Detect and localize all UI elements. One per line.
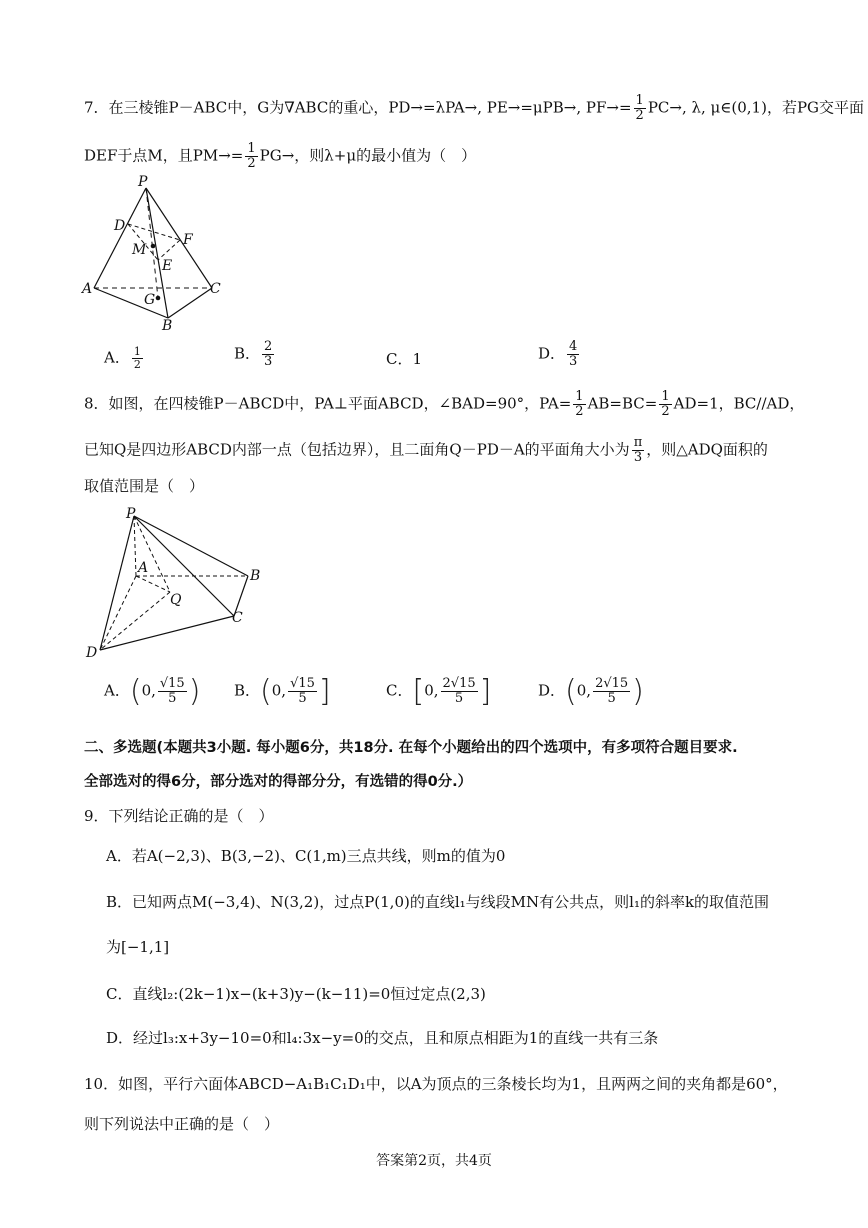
label-C: C bbox=[232, 610, 243, 626]
q7-option-a[interactable]: A． $\frac{1}{2}$ bbox=[104, 345, 141, 371]
q9-option-c[interactable]: C．直线l₂:(2k−1)x−(k+3)y−(k−11)=0恒过定点(2,3) bbox=[106, 985, 486, 1003]
q8-stem-line1: 8．如图，在四棱锥P－ABCD中，PA⊥平面ABCD，∠BAD=90°，PA= $\frac{1}{2}$ AB=BC= $\frac{1}{2}$ AD=1，BC//AD， bbox=[84, 389, 805, 419]
page-footer: 答案第2页，共4页 bbox=[376, 1153, 492, 1169]
label-M: M bbox=[132, 242, 147, 258]
q10-stem-line1: 10．如图，平行六面体ABCD−A₁B₁C₁D₁中，以A为顶点的三条棱长均为1，且两两之间的夹角都是60°， bbox=[84, 1075, 788, 1093]
label-C: C bbox=[210, 281, 221, 297]
label-G: G bbox=[144, 292, 156, 308]
q8-option-d[interactable]: D．(0, $\frac{2√15}{5}$ ) bbox=[538, 674, 644, 709]
label-A: A bbox=[82, 281, 93, 297]
q8-option-c[interactable]: C．[0, $\frac{2√15}{5}$ ] bbox=[386, 674, 492, 709]
fraction-half: $\frac{1}{2}$ bbox=[247, 141, 256, 171]
label-P: P bbox=[138, 174, 148, 190]
q9-stem: 9．下列结论正确的是（ ） bbox=[84, 807, 274, 825]
q7-option-c[interactable]: C．1 bbox=[386, 350, 423, 368]
q8-pyramid-figure bbox=[80, 504, 270, 664]
q7-option-b[interactable]: B． $\frac{2}{3}$ bbox=[234, 339, 273, 369]
label-D: D bbox=[114, 218, 126, 234]
q8-stem-line2: 已知Q是四边形ABCD内部一点（包括边界），且二面角Q－PD－A的平面角大小为 $\frac{\pi}{3}$ ，则△ADQ面积的 bbox=[84, 435, 768, 465]
q8-option-b[interactable]: B．(0, $\frac{√15}{5}$ ] bbox=[234, 674, 331, 709]
fraction-half: $\frac{1}{2}$ bbox=[635, 93, 644, 123]
q7-pyramid-figure bbox=[80, 172, 240, 334]
label-P: P bbox=[126, 506, 136, 522]
q10-stem-line2: 则下列说法中正确的是（ ） bbox=[84, 1115, 280, 1133]
q9-option-d[interactable]: D．经过l₃:x+3y−10=0和l₄:3x−y=0的交点，且和原点相距为1的直线一共有三条 bbox=[106, 1029, 659, 1047]
q7-option-d[interactable]: D． $\frac{4}{3}$ bbox=[538, 339, 578, 369]
label-D: D bbox=[86, 645, 98, 661]
q7-stem-line2: DEF于点M，且PM→= $\frac{1}{2}$ PG→，则λ+μ的最小值为（ ） bbox=[84, 141, 477, 171]
q8-stem-line3: 取值范围是（ ） bbox=[84, 477, 205, 495]
section2-heading-line1: 二、多选题(本题共3小题. 每小题6分，共18分. 在每个小题给出的四个选项中，有多项符合题目要求. bbox=[84, 740, 738, 756]
q9-option-b[interactable]: B．已知两点M(−3,4)、N(3,2)，过点P(1,0)的直线l₁与线段MN有公共点，则l₁的斜率k的取值范围 bbox=[106, 893, 770, 911]
label-B: B bbox=[250, 568, 261, 584]
q9-option-a[interactable]: A．若A(−2,3)、B(3,−2)、C(1,m)三点共线，则m的值为0 bbox=[106, 847, 506, 865]
label-Q: Q bbox=[170, 592, 182, 608]
section2-heading-line2: 全部选对的得6分，部分选对的得部分分，有选错的得0分.） bbox=[84, 774, 473, 790]
label-B: B bbox=[162, 318, 173, 334]
q9-option-b-cont: 为[−1,1] bbox=[106, 938, 170, 956]
label-A: A bbox=[138, 560, 149, 576]
label-E: E bbox=[162, 258, 173, 274]
label-F: F bbox=[183, 232, 193, 248]
q7-stem-line1: 7．在三棱锥P－ABC中，G为∇ABC的重心，PD→=λPA→, PE→=μPB→, PF→= $\frac{1}{2}$ PC→, λ, μ∈(0,1)，若PG交平面 bbox=[84, 93, 865, 123]
q8-option-a[interactable]: A．(0, $\frac{√15}{5}$ ) bbox=[104, 674, 201, 709]
